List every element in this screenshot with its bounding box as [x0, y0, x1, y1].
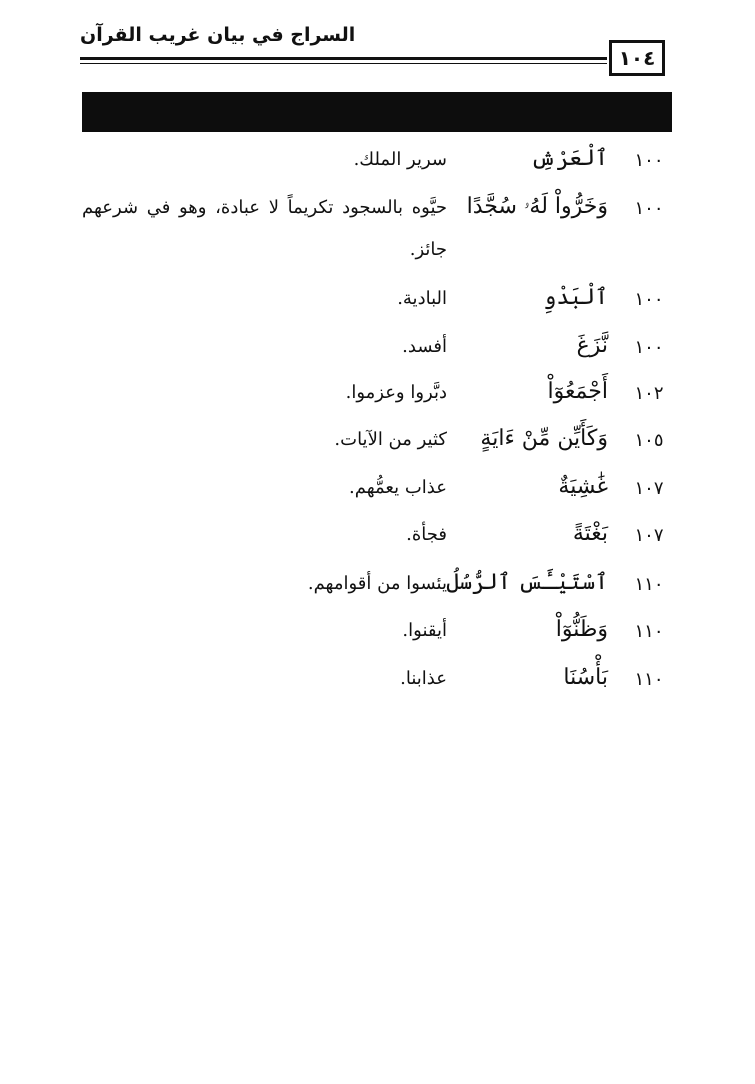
quran-word: ٱلْبَدْوِ — [543, 285, 608, 310]
quran-word: أَجْمَعُوٓاْ — [547, 379, 608, 404]
verse-number: ١٠٢ — [634, 383, 664, 404]
verse-number: ١٠٠ — [634, 198, 664, 219]
word-meaning: كثير من الآيات. — [334, 429, 447, 450]
word-meaning: عذاب يعمُّهم. — [349, 477, 447, 498]
word-meaning: عذابنا. — [400, 668, 447, 689]
verse-number: ١٠٧ — [634, 478, 664, 499]
header-rule-thick — [80, 57, 607, 60]
running-title: السراج في بيان غريب القرآن — [80, 24, 356, 46]
verse-number: ١٠٠ — [634, 150, 664, 171]
word-meaning: فجأة. — [406, 524, 447, 545]
quran-word: وَكَأَيِّن مِّنْ ءَايَةٍ — [480, 426, 608, 451]
word-meaning: حيَّوه بالسجود تكريماً لا عبادة، وهو في شرعهم جائز. — [82, 197, 447, 260]
verse-number: ١١٠ — [634, 574, 664, 595]
quran-word: وَخَرُّواْ لَهُۥ سُجَّدًا — [466, 194, 608, 219]
word-meaning: البادية. — [397, 288, 447, 309]
verse-number: ١١٠ — [634, 621, 664, 642]
quran-word: نَّزَغَ — [576, 333, 608, 358]
word-meaning: دبَّروا وعزموا. — [345, 382, 447, 403]
quran-word: وَظَنُّوٓاْ — [555, 617, 608, 642]
quran-word: بَغْتَةً — [572, 521, 608, 546]
word-meaning: أيقنوا. — [402, 620, 447, 641]
verse-number: ١٠٥ — [634, 430, 664, 451]
quran-word: ٱلْعَرْشِ — [530, 146, 608, 171]
word-meaning: سرير الملك. — [353, 149, 447, 170]
word-meaning: أفسد. — [402, 336, 447, 357]
verse-number: ١٠٧ — [634, 525, 664, 546]
page-number: ١٠٤ — [609, 40, 665, 76]
header-rule-thin — [80, 63, 607, 64]
section-band — [82, 92, 672, 132]
quran-word: بَأْسُنَا — [563, 665, 608, 690]
quran-word: غَٰشِيَةٌ — [558, 474, 608, 499]
verse-number: ١١٠ — [634, 669, 664, 690]
verse-number: ١٠٠ — [634, 337, 664, 358]
verse-number: ١٠٠ — [634, 289, 664, 310]
quran-word: ٱسْتَيْـَٔسَ ٱلرُّسُلُ — [446, 570, 608, 595]
word-meaning: يئسوا من أقوامهم. — [307, 573, 447, 594]
